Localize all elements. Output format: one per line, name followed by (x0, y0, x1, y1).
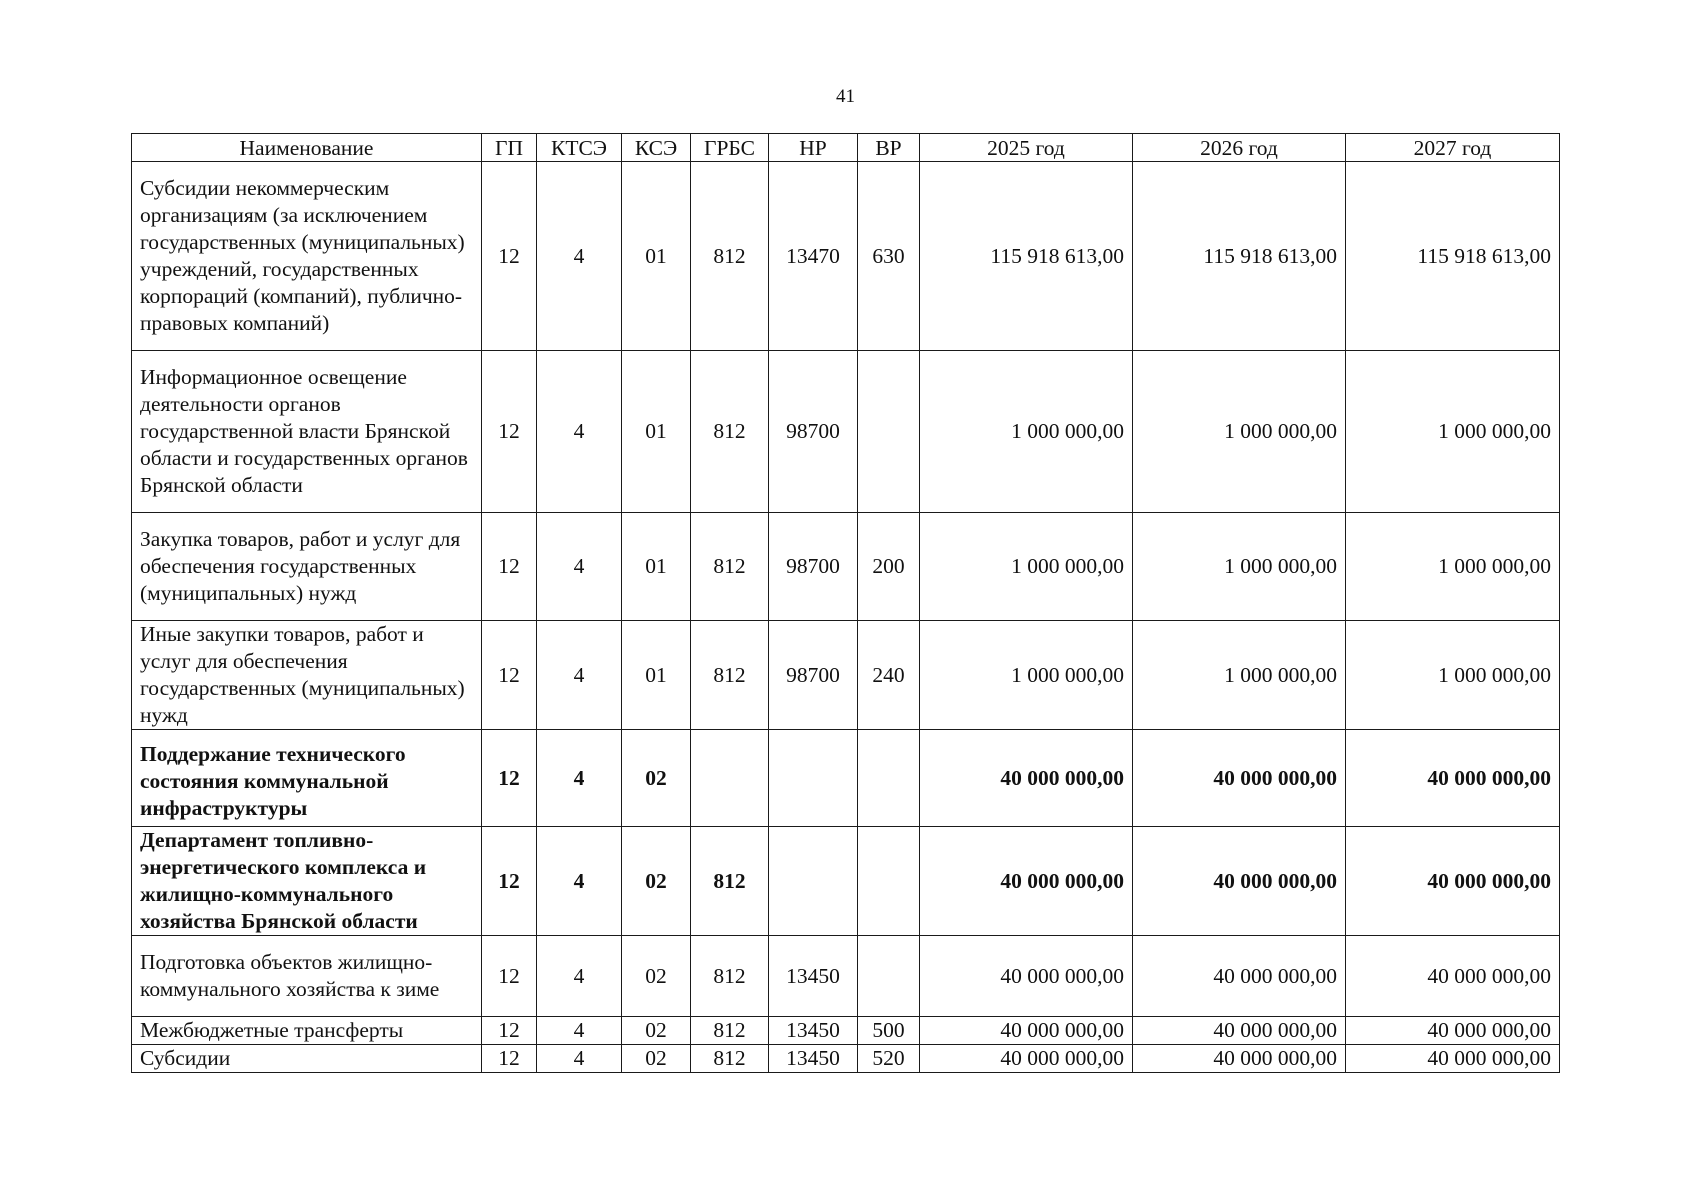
table-header-row (132, 134, 1560, 162)
row-nr: 13470 (769, 162, 858, 351)
row-nr: 13450 (769, 1017, 858, 1045)
row-kse: 01 (622, 621, 691, 730)
row-ktse: 4 (537, 513, 622, 621)
row-ktse: 4 (537, 621, 622, 730)
row-2027: 1 000 000,00 (1346, 621, 1560, 730)
row-2025: 1 000 000,00 (920, 351, 1133, 513)
row-grbs: 812 (691, 162, 769, 351)
row-ktse: 4 (537, 1045, 622, 1073)
row-nr: 13450 (769, 936, 858, 1017)
row-2026: 40 000 000,00 (1133, 936, 1346, 1017)
row-2026: 40 000 000,00 (1133, 1017, 1346, 1045)
row-vr (858, 827, 920, 936)
table-row (132, 621, 1560, 730)
row-nr: 13450 (769, 1045, 858, 1073)
header-vr: ВР (858, 134, 920, 162)
row-2025: 115 918 613,00 (920, 162, 1133, 351)
row-name: Поддержание технического состояния коммунальной инфраструктуры (132, 730, 482, 827)
row-2027: 1 000 000,00 (1346, 513, 1560, 621)
table-row (132, 513, 1560, 621)
table-row (132, 827, 1560, 936)
row-vr: 500 (858, 1017, 920, 1045)
row-vr: 630 (858, 162, 920, 351)
row-2025: 40 000 000,00 (920, 936, 1133, 1017)
row-nr: 98700 (769, 621, 858, 730)
row-2027: 40 000 000,00 (1346, 730, 1560, 827)
table-row (132, 936, 1560, 1017)
header-ktse: КТСЭ (537, 134, 622, 162)
row-vr (858, 936, 920, 1017)
row-2025: 1 000 000,00 (920, 621, 1133, 730)
header-name: Наименование (132, 134, 482, 162)
row-kse: 02 (622, 730, 691, 827)
row-grbs: 812 (691, 513, 769, 621)
header-gp: ГП (482, 134, 537, 162)
row-2026: 1 000 000,00 (1133, 513, 1346, 621)
row-name: Информационное освещение деятельности органов государственной власти Брянской области и государственных органов Брянской области (132, 351, 482, 513)
row-2025: 40 000 000,00 (920, 1017, 1133, 1045)
table-row (132, 1017, 1560, 1045)
budget-table (131, 133, 1560, 1073)
row-grbs: 812 (691, 621, 769, 730)
header-grbs: ГРБС (691, 134, 769, 162)
row-2025: 40 000 000,00 (920, 730, 1133, 827)
row-2025: 1 000 000,00 (920, 513, 1133, 621)
row-2027: 40 000 000,00 (1346, 1045, 1560, 1073)
row-nr: 98700 (769, 513, 858, 621)
row-ktse: 4 (537, 936, 622, 1017)
row-gp: 12 (482, 513, 537, 621)
row-ktse: 4 (537, 162, 622, 351)
header-2027: 2027 год (1346, 134, 1560, 162)
row-2026: 115 918 613,00 (1133, 162, 1346, 351)
row-2026: 40 000 000,00 (1133, 730, 1346, 827)
row-gp: 12 (482, 621, 537, 730)
row-name: Межбюджетные трансферты (132, 1017, 482, 1045)
row-gp: 12 (482, 351, 537, 513)
header-nr: НР (769, 134, 858, 162)
row-vr (858, 351, 920, 513)
row-2025: 40 000 000,00 (920, 827, 1133, 936)
header-kse: КСЭ (622, 134, 691, 162)
table-row (132, 162, 1560, 351)
row-nr (769, 827, 858, 936)
row-gp: 12 (482, 936, 537, 1017)
row-kse: 02 (622, 827, 691, 936)
row-vr: 520 (858, 1045, 920, 1073)
row-gp: 12 (482, 730, 537, 827)
row-gp: 12 (482, 827, 537, 936)
row-name: Иные закупки товаров, работ и услуг для обеспечения государственных (муниципальных) нужд (132, 621, 482, 730)
header-2025: 2025 год (920, 134, 1133, 162)
page-number: 41 (836, 86, 855, 107)
row-grbs: 812 (691, 827, 769, 936)
row-2026: 40 000 000,00 (1133, 1045, 1346, 1073)
row-nr (769, 730, 858, 827)
row-2027: 1 000 000,00 (1346, 351, 1560, 513)
row-2026: 40 000 000,00 (1133, 827, 1346, 936)
row-ktse: 4 (537, 730, 622, 827)
row-ktse: 4 (537, 827, 622, 936)
row-kse: 02 (622, 1017, 691, 1045)
row-gp: 12 (482, 162, 537, 351)
row-2026: 1 000 000,00 (1133, 351, 1346, 513)
row-name: Департамент топливно-энергетического комплекса и жилищно-коммунального хозяйства Брянской области (132, 827, 482, 936)
row-name: Закупка товаров, работ и услуг для обеспечения государственных (муниципальных) нужд (132, 513, 482, 621)
row-kse: 01 (622, 162, 691, 351)
row-name: Субсидии (132, 1045, 482, 1073)
row-2027: 40 000 000,00 (1346, 1017, 1560, 1045)
row-vr: 240 (858, 621, 920, 730)
row-2026: 1 000 000,00 (1133, 621, 1346, 730)
row-gp: 12 (482, 1017, 537, 1045)
row-kse: 01 (622, 513, 691, 621)
row-2027: 115 918 613,00 (1346, 162, 1560, 351)
row-grbs: 812 (691, 1017, 769, 1045)
row-name: Субсидии некоммерческим организациям (за исключением государственных (муниципальных) учреждений, государственных корпораций (компаний), публично-правовых компаний) (132, 162, 482, 351)
row-2027: 40 000 000,00 (1346, 936, 1560, 1017)
row-kse: 01 (622, 351, 691, 513)
row-ktse: 4 (537, 351, 622, 513)
header-2026: 2026 год (1133, 134, 1346, 162)
row-grbs: 812 (691, 1045, 769, 1073)
row-2027: 40 000 000,00 (1346, 827, 1560, 936)
row-grbs (691, 730, 769, 827)
row-vr (858, 730, 920, 827)
row-grbs: 812 (691, 936, 769, 1017)
row-ktse: 4 (537, 1017, 622, 1045)
table-row (132, 1045, 1560, 1073)
row-kse: 02 (622, 936, 691, 1017)
row-nr: 98700 (769, 351, 858, 513)
table-row (132, 351, 1560, 513)
row-grbs: 812 (691, 351, 769, 513)
row-kse: 02 (622, 1045, 691, 1073)
row-name: Подготовка объектов жилищно-коммунального хозяйства к зиме (132, 936, 482, 1017)
table-row (132, 730, 1560, 827)
row-vr: 200 (858, 513, 920, 621)
row-2025: 40 000 000,00 (920, 1045, 1133, 1073)
row-gp: 12 (482, 1045, 537, 1073)
